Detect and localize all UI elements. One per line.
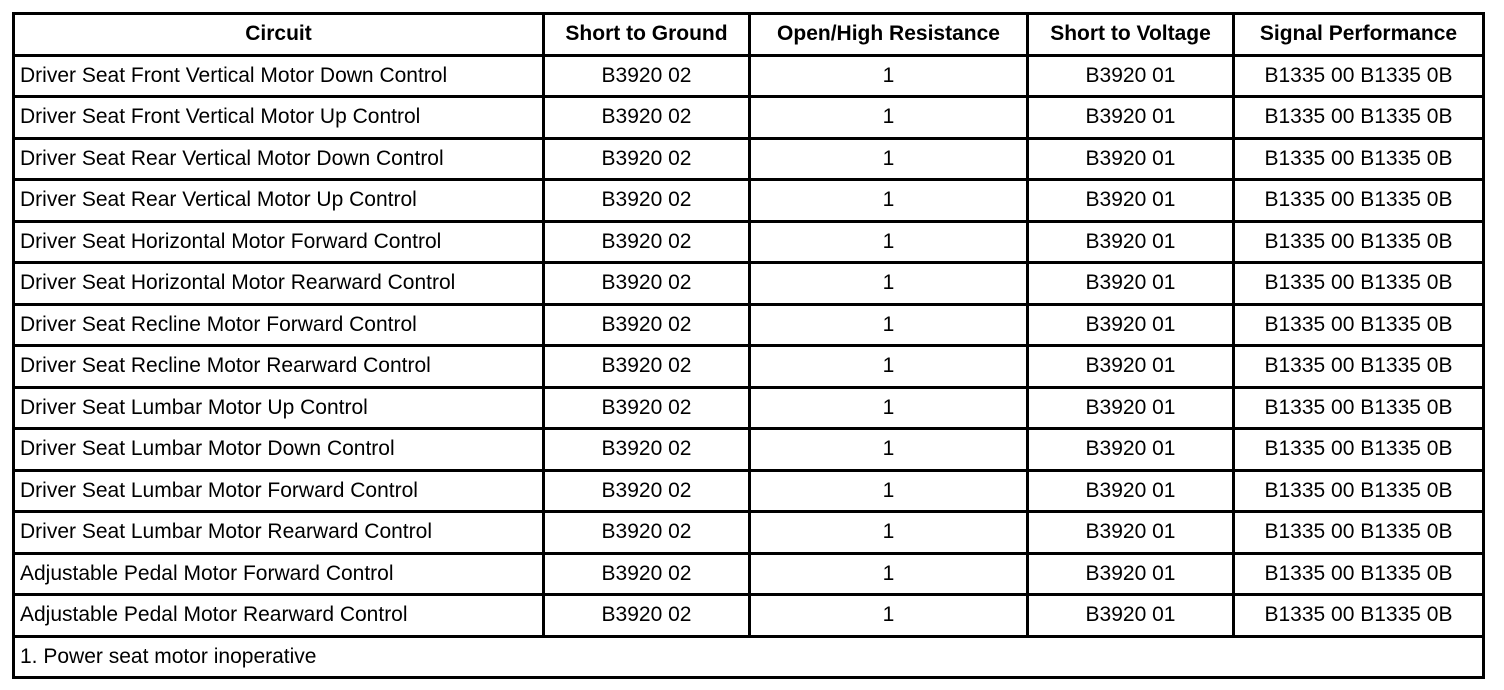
cell-circuit: Driver Seat Rear Vertical Motor Down Control — [14, 138, 544, 180]
table-row — [14, 138, 1484, 180]
cell-short-to-voltage: B3920 01 — [1028, 429, 1234, 471]
table-row — [14, 429, 1484, 471]
cell-short-to-voltage: B3920 01 — [1028, 263, 1234, 305]
cell-short-to-voltage: B3920 01 — [1028, 180, 1234, 222]
cell-signal-performance: B1335 00 B1335 0B — [1234, 180, 1484, 222]
table-row — [14, 263, 1484, 305]
cell-short-to-voltage: B3920 01 — [1028, 346, 1234, 388]
table-row — [14, 180, 1484, 222]
cell-signal-performance: B1335 00 B1335 0B — [1234, 304, 1484, 346]
table-row — [14, 387, 1484, 429]
cell-short-to-ground: B3920 02 — [544, 180, 750, 222]
cell-short-to-ground: B3920 02 — [544, 429, 750, 471]
cell-open-high-resistance: 1 — [750, 263, 1028, 305]
cell-circuit: Driver Seat Recline Motor Rearward Control — [14, 346, 544, 388]
cell-short-to-ground: B3920 02 — [544, 263, 750, 305]
cell-signal-performance: B1335 00 B1335 0B — [1234, 512, 1484, 554]
table-row — [14, 55, 1484, 97]
cell-short-to-voltage: B3920 01 — [1028, 138, 1234, 180]
cell-circuit: Driver Seat Lumbar Motor Rearward Control — [14, 512, 544, 554]
cell-short-to-ground: B3920 02 — [544, 553, 750, 595]
table-row — [14, 470, 1484, 512]
cell-short-to-ground: B3920 02 — [544, 595, 750, 637]
cell-signal-performance: B1335 00 B1335 0B — [1234, 346, 1484, 388]
cell-short-to-voltage: B3920 01 — [1028, 387, 1234, 429]
header-row — [14, 14, 1484, 56]
cell-short-to-ground: B3920 02 — [544, 55, 750, 97]
cell-circuit: Driver Seat Front Vertical Motor Up Control — [14, 97, 544, 139]
cell-signal-performance: B1335 00 B1335 0B — [1234, 429, 1484, 471]
header-short-to-ground: Short to Ground — [544, 14, 750, 56]
header-open-high-resistance: Open/High Resistance — [750, 14, 1028, 56]
cell-short-to-ground: B3920 02 — [544, 346, 750, 388]
cell-open-high-resistance: 1 — [750, 138, 1028, 180]
cell-signal-performance: B1335 00 B1335 0B — [1234, 595, 1484, 637]
table-row — [14, 553, 1484, 595]
cell-circuit: Driver Seat Horizontal Motor Forward Control — [14, 221, 544, 263]
header-signal-performance: Signal Performance — [1234, 14, 1484, 56]
cell-circuit: Driver Seat Recline Motor Forward Control — [14, 304, 544, 346]
header-circuit: Circuit — [14, 14, 544, 56]
cell-circuit: Adjustable Pedal Motor Forward Control — [14, 553, 544, 595]
cell-open-high-resistance: 1 — [750, 470, 1028, 512]
cell-circuit: Driver Seat Lumbar Motor Forward Control — [14, 470, 544, 512]
cell-signal-performance: B1335 00 B1335 0B — [1234, 97, 1484, 139]
cell-short-to-voltage: B3920 01 — [1028, 512, 1234, 554]
cell-short-to-voltage: B3920 01 — [1028, 553, 1234, 595]
cell-signal-performance: B1335 00 B1335 0B — [1234, 387, 1484, 429]
cell-signal-performance: B1335 00 B1335 0B — [1234, 55, 1484, 97]
table-row — [14, 346, 1484, 388]
cell-short-to-voltage: B3920 01 — [1028, 595, 1234, 637]
cell-circuit: Driver Seat Lumbar Motor Up Control — [14, 387, 544, 429]
cell-short-to-ground: B3920 02 — [544, 387, 750, 429]
cell-open-high-resistance: 1 — [750, 595, 1028, 637]
table-body — [14, 55, 1484, 636]
cell-short-to-voltage: B3920 01 — [1028, 470, 1234, 512]
table-row — [14, 595, 1484, 637]
cell-short-to-ground: B3920 02 — [544, 221, 750, 263]
cell-short-to-ground: B3920 02 — [544, 97, 750, 139]
cell-circuit: Driver Seat Rear Vertical Motor Up Control — [14, 180, 544, 222]
cell-short-to-voltage: B3920 01 — [1028, 55, 1234, 97]
cell-short-to-ground: B3920 02 — [544, 470, 750, 512]
table-row — [14, 221, 1484, 263]
cell-signal-performance: B1335 00 B1335 0B — [1234, 221, 1484, 263]
cell-open-high-resistance: 1 — [750, 387, 1028, 429]
cell-circuit: Driver Seat Lumbar Motor Down Control — [14, 429, 544, 471]
cell-short-to-ground: B3920 02 — [544, 512, 750, 554]
diagnostic-table — [12, 12, 1485, 679]
cell-short-to-voltage: B3920 01 — [1028, 221, 1234, 263]
cell-signal-performance: B1335 00 B1335 0B — [1234, 138, 1484, 180]
cell-open-high-resistance: 1 — [750, 346, 1028, 388]
cell-signal-performance: B1335 00 B1335 0B — [1234, 470, 1484, 512]
table-row — [14, 97, 1484, 139]
table-row — [14, 304, 1484, 346]
cell-open-high-resistance: 1 — [750, 512, 1028, 554]
header-short-to-voltage: Short to Voltage — [1028, 14, 1234, 56]
cell-short-to-ground: B3920 02 — [544, 138, 750, 180]
cell-circuit: Adjustable Pedal Motor Rearward Control — [14, 595, 544, 637]
cell-short-to-voltage: B3920 01 — [1028, 97, 1234, 139]
cell-signal-performance: B1335 00 B1335 0B — [1234, 553, 1484, 595]
cell-open-high-resistance: 1 — [750, 553, 1028, 595]
footnote-row — [14, 636, 1484, 678]
cell-open-high-resistance: 1 — [750, 97, 1028, 139]
cell-open-high-resistance: 1 — [750, 55, 1028, 97]
cell-short-to-ground: B3920 02 — [544, 304, 750, 346]
cell-short-to-voltage: B3920 01 — [1028, 304, 1234, 346]
cell-open-high-resistance: 1 — [750, 180, 1028, 222]
cell-open-high-resistance: 1 — [750, 221, 1028, 263]
cell-signal-performance: B1335 00 B1335 0B — [1234, 263, 1484, 305]
table-row — [14, 512, 1484, 554]
cell-circuit: Driver Seat Horizontal Motor Rearward Control — [14, 263, 544, 305]
cell-circuit: Driver Seat Front Vertical Motor Down Control — [14, 55, 544, 97]
cell-open-high-resistance: 1 — [750, 429, 1028, 471]
footnote: 1. Power seat motor inoperative — [14, 636, 1484, 678]
cell-open-high-resistance: 1 — [750, 304, 1028, 346]
